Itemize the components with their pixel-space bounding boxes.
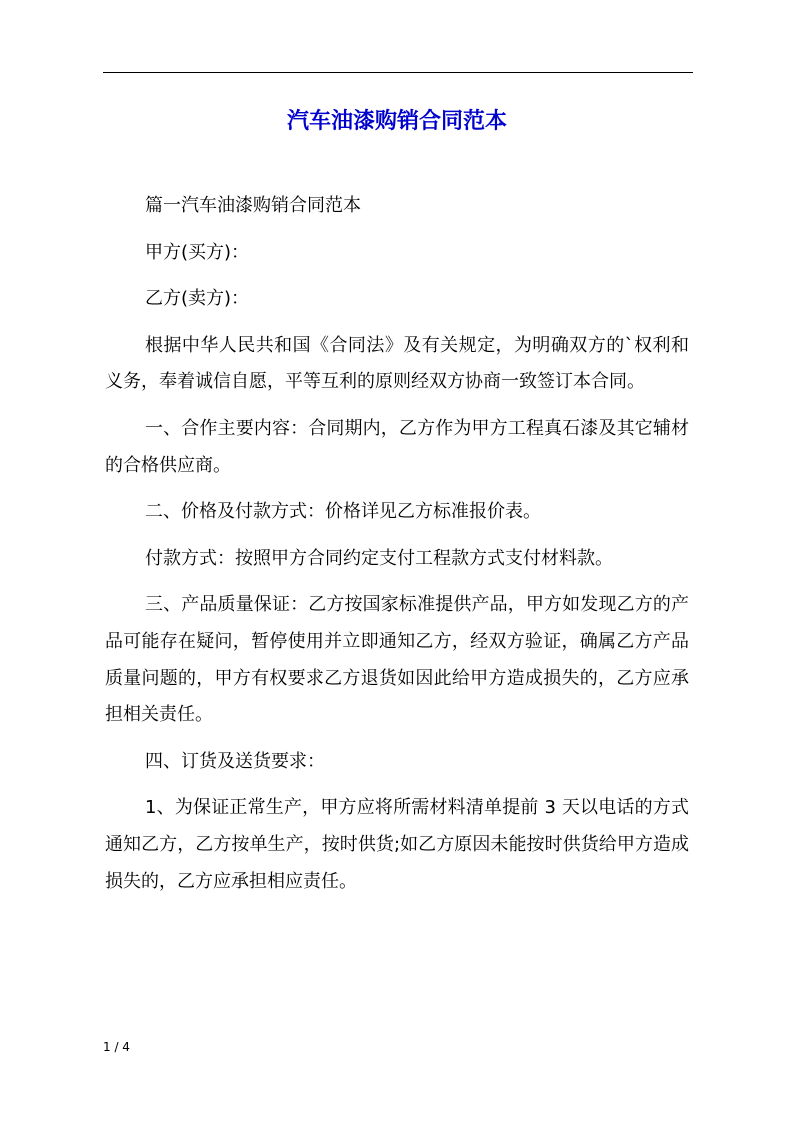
paragraph-clause-1: 一、合作主要内容：合同期内，乙方作为甲方工程真石漆及其它辅材的合格供应商。 <box>105 417 689 476</box>
paragraph-section-heading: 篇一汽车油漆购销合同范本 <box>145 195 361 216</box>
document-title: 汽车油漆购销合同范本 <box>286 109 507 134</box>
paragraph-preamble: 根据中华人民共和国《合同法》及有关规定，为明确双方的`权利和义务，奉着诚信自愿，平等互利的原则经双方协商一致签订本合同。 <box>105 334 689 393</box>
document-body <box>105 188 689 900</box>
paragraph-clause-4: 四、订货及送货要求： <box>145 750 325 772</box>
paragraph-party-a: 甲方(买方)： <box>145 241 250 263</box>
page-number: 1 / 4 <box>103 1040 130 1054</box>
paragraph-party-b: 乙方(卖方)： <box>145 288 250 310</box>
paragraph-clause-4-item-1: 1、为保证正常生产，甲方应将所需材料清单提前 3 天以电话的方式通知乙方，乙方按单生产，按时供货;如乙方原因未能按时供货给甲方造成损失的，乙方应承担相应责任。 <box>105 797 689 892</box>
header-rule <box>103 72 693 73</box>
paragraph-clause-3: 三、产品质量保证：乙方按国家标准提供产品，甲方如发现乙方的产品可能存在疑问，暂停使用并立即通知乙方，经双方验证，确属乙方产品质量问题的，甲方有权要求乙方退货如因此给甲方造成损失的，乙方应承担相关责任。 <box>105 594 689 726</box>
paragraph-payment-method: 付款方式：按照甲方合同约定支付工程款方式支付材料款。 <box>145 547 613 569</box>
paragraph-clause-2: 二、价格及付款方式：价格详见乙方标准报价表。 <box>145 501 541 523</box>
